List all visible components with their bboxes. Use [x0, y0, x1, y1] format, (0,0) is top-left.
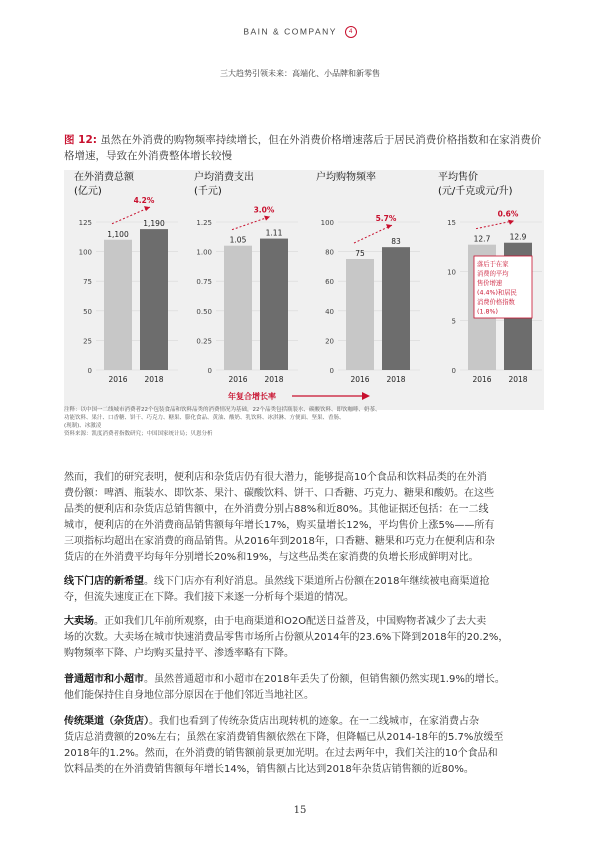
growth-arrow-head-icon — [264, 216, 270, 221]
paragraph-lead: 传统渠道（杂货店） — [64, 716, 149, 727]
paragraph-line — [64, 614, 544, 630]
bar-value-label: 1,190 — [143, 219, 165, 229]
paragraph-line: 费份额：啤酒、瓶装水、即饮茶、果汁、碳酸饮料、饼干、口香糖、巧克力、糖果和酸奶。在这些 — [64, 488, 494, 499]
bar-value-label: 12.7 — [473, 234, 491, 244]
growth-rate-label: 4.2% — [133, 196, 155, 206]
footnote-line: 注释：以中国一二线城市消费者22个包装食品和饮料品类的消费情况为基础，22个品类包括瓶装水、碳酸饮料、即饮咖啡、奶茶、 — [64, 407, 381, 413]
bar-2018 — [140, 229, 168, 370]
paragraph-lead: 大卖场 — [64, 616, 94, 627]
note-box-line: (4.4%)和居民 — [477, 289, 517, 297]
paragraph-line: 他们能保持住自身地位部分原因在于他们邻近当地社区。 — [64, 690, 314, 701]
bar-value-label: 75 — [355, 249, 365, 258]
paragraph-2 — [64, 574, 544, 606]
brand-name: BAIN & COMPANY — [243, 26, 337, 37]
paragraph-4 — [64, 672, 544, 704]
y-tick-label: 0 — [207, 367, 212, 375]
y-tick-label: 0.25 — [196, 337, 212, 346]
paragraph-line: 品类的便利店和杂货店总销售额中，在外消费分别占88%和近80%。其他证据还包括：在一二线 — [64, 504, 489, 515]
x-tick-label: 2016 — [472, 375, 492, 384]
x-tick-label: 2016 — [350, 375, 370, 384]
y-tick-label: 60 — [325, 278, 334, 287]
paragraph-5 — [64, 714, 544, 778]
paragraph-1 — [64, 470, 544, 566]
paragraph-line — [64, 672, 544, 688]
y-tick-label: 0.75 — [196, 278, 212, 287]
bar-2016 — [104, 240, 132, 370]
chart-title: (千元) — [194, 186, 222, 197]
figure-label: 图 12: — [64, 134, 97, 146]
x-tick-label: 2018 — [386, 375, 406, 384]
paragraph-line: 2018年的1.2%。然而，在外消费的销售额前景更加光明。在过去两年中，我们关注的10个食品和 — [64, 748, 498, 759]
paragraph-text: 。线下门店亦有利好消息。虽然线下渠道所占份额在2018年继续被电商渠道抢 — [144, 576, 490, 587]
chart-title: (元/千克或元/升) — [438, 186, 513, 197]
figure-caption — [64, 132, 544, 164]
y-tick-label: 10 — [447, 268, 456, 277]
charts-svg — [64, 170, 544, 410]
note-box-line: 消费的平均 — [477, 270, 509, 278]
bar-value-label: 1.11 — [265, 228, 283, 238]
paragraph-line: 饮料品类的在外消费销售额每年增长14%，销售额占比达到2018年杂货店销售额的近80%。 — [64, 764, 474, 775]
cagr-arrow-head-icon — [362, 392, 370, 400]
growth-rate-label: 3.0% — [253, 205, 275, 215]
y-tick-label: 40 — [325, 307, 334, 316]
bar-2016 — [224, 246, 252, 370]
paragraph-lead: 线下门店的新希望 — [64, 576, 144, 587]
cagr-label: 年复合增长率 — [228, 392, 276, 401]
footnote-source: 资料来源：凯度消费者指数研究；中国国家统计局；贝恩分析 — [64, 431, 213, 437]
note-box-line: 售价增速 — [477, 280, 503, 287]
paragraph-line: 场的次数。大卖场在城市快速消费品零售市场所占份额从2014年的23.6%下降到2018年的20.2%， — [64, 632, 509, 643]
bar-2018 — [260, 239, 288, 370]
paragraph-line: 三项指标均超出在家消费的商品销售。从2016年到2018年，口香糖、糖果和巧克力在便利店和杂 — [64, 536, 495, 547]
y-tick-label: 50 — [83, 307, 92, 316]
y-tick-label: 0 — [451, 367, 456, 375]
paragraph-line: 城市，便利店的在外消费商品销售额每年增长17%，购买量增长12%，平均售价上涨5%——所有 — [64, 520, 495, 531]
paragraph-line: 然而，我们的研究表明，便利店和杂货店仍有很大潜力，能够提高10个食品和饮料品类的在外消 — [64, 472, 487, 483]
growth-arrow — [232, 217, 270, 230]
y-tick-label: 100 — [320, 219, 334, 227]
x-tick-label: 2016 — [108, 375, 128, 384]
y-tick-label: 5 — [451, 317, 456, 326]
chart-title: 平均售价 — [438, 172, 478, 183]
y-tick-label: 1.25 — [196, 219, 212, 227]
x-tick-label: 2016 — [228, 375, 248, 384]
bar-2016 — [346, 259, 374, 370]
growth-arrow-head-icon — [144, 206, 150, 211]
paragraph-line: 货店的在外消费平均每年分别增长20%和19%，与这些品类在家消费的负增长形成鲜明对比。 — [64, 552, 479, 563]
y-tick-label: 0 — [329, 367, 334, 375]
y-tick-label: 80 — [325, 248, 334, 257]
x-tick-label: 2018 — [508, 375, 528, 384]
paragraph-line: 货店总消费额的20%左右；虽然在家消费销售额依然在下降，但降幅已从2014-18年的5.7%放缓至 — [64, 732, 504, 743]
y-tick-label: 15 — [447, 219, 456, 227]
report-subtitle: 三大趋势引领未来：高端化、小品牌和新零售 — [220, 69, 380, 78]
bar-2018 — [382, 247, 410, 370]
chart-title: 户均消费支出 — [194, 172, 254, 183]
growth-arrow — [354, 225, 392, 243]
paragraph-text: 。我们也看到了传统杂货店出现转机的迹象。在一二线城市，在家消费占杂 — [149, 716, 479, 727]
figure-caption-text: 虽然在外消费的购物频率持续增长，但在外消费价格增速落后于居民消费价格指数和在家消费价格增速，导致在外消费整体增长较慢 — [64, 134, 542, 162]
bar-value-label: 12.9 — [509, 232, 527, 242]
y-tick-label: 75 — [83, 278, 92, 287]
bar-value-label: 1,100 — [107, 229, 129, 239]
bar-value-label: 1.05 — [229, 235, 247, 245]
growth-arrow-head-icon — [386, 224, 392, 229]
y-tick-label: 25 — [83, 337, 92, 346]
paragraph-3 — [64, 614, 544, 662]
y-tick-label: 1.00 — [196, 248, 212, 257]
paragraph-text: 。正如我们几年前所观察，由于电商渠道和O2O配送日益普及，中国购物者减少了去大卖 — [94, 616, 487, 627]
chart-title: 在外消费总额 — [74, 172, 134, 183]
brand-header — [0, 26, 600, 38]
footnote-line: (现制)、冰激凌 — [64, 423, 102, 429]
y-tick-label: 20 — [325, 337, 334, 346]
y-tick-label: 100 — [78, 248, 92, 257]
x-tick-label: 2018 — [144, 375, 164, 384]
paragraph-line: 购物频率下降、户均购买量持平、渗透率略有下降。 — [64, 648, 294, 659]
y-tick-label: 0 — [87, 367, 92, 375]
note-box-line: 消费价格指数 — [477, 299, 515, 306]
chart-panel — [64, 170, 544, 410]
paragraph-line — [64, 714, 544, 730]
footnote-line: 功能饮料、果汁、口香糖、饼干、巧克力、糖果、膨化食品、黄油、酸奶、乳饮料、冰淇淋、方便面、坚果、香肠、 — [64, 415, 345, 421]
growth-rate-label: 5.7% — [375, 214, 397, 224]
paragraph-lead: 普通超市和小超市 — [64, 674, 144, 685]
y-tick-label: 0.50 — [196, 307, 212, 316]
paragraph-text: 。虽然普通超市和小超市在2018年丢失了份额，但销售额仍然实现1.9%的增长。 — [144, 674, 505, 685]
y-tick-label: 125 — [78, 219, 92, 227]
paragraph-line: 夺，但流失速度正在下降。我们接下来逐一分析每个渠道的情况。 — [64, 592, 354, 603]
growth-rate-label: 0.6% — [497, 209, 519, 219]
paragraph-line — [64, 574, 544, 590]
chart-title: 户均购物频率 — [316, 172, 376, 183]
note-box-line: (1.8%) — [477, 308, 498, 316]
brand-mark-icon: 4 — [345, 26, 357, 38]
figure-footnote — [64, 406, 534, 438]
chart-title: (亿元) — [74, 186, 102, 197]
page-number: 15 — [293, 805, 307, 816]
note-box-line: 落后于在家 — [477, 261, 509, 268]
bar-value-label: 83 — [391, 237, 401, 247]
x-tick-label: 2018 — [264, 375, 284, 384]
